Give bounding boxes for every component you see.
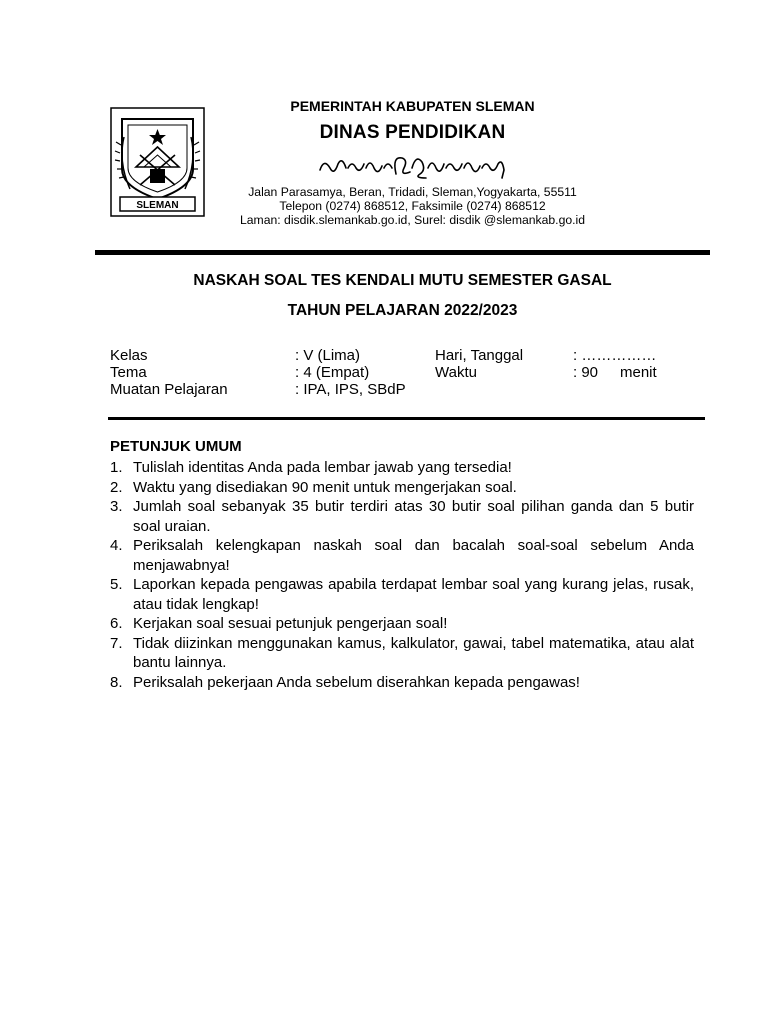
government-name: PEMERINTAH KABUPATEN SLEMAN <box>290 98 535 114</box>
hari-label: Hari, Tanggal <box>435 347 524 364</box>
sleman-crest-logo <box>110 107 205 217</box>
waktu-unit: menit <box>620 364 657 381</box>
instructions-heading: PETUNJUK UMUM <box>110 438 242 455</box>
list-item: 7. Tidak diizinkan menggunakan kamus, kalkulator, gawai, tabel matematika, atau alat bantu lainnya. <box>110 634 694 671</box>
logo-text: SLEMAN <box>136 200 179 211</box>
office-address: Jalan Parasamya, Beran, Tridadi, Sleman,Yogyakarta, 55511 <box>248 185 577 199</box>
header-divider <box>95 250 710 255</box>
tema-value: : 4 (Empat) <box>295 364 370 381</box>
office-name: DINAS PENDIDIKAN <box>319 122 506 143</box>
list-item: 8. Periksalah pekerjaan Anda sebelum diserahkan kepada pengawas! <box>110 673 580 691</box>
tema-label: Tema <box>110 364 147 381</box>
waktu-label: Waktu <box>435 364 477 381</box>
document-subtitle: TAHUN PELAJARAN 2022/2023 <box>287 302 518 319</box>
list-item: 4. Periksalah kelengkapan naskah soal dan bacalah soal-soal sebelum Anda menjawabnya! <box>110 537 694 574</box>
kelas-value: : V (Lima) <box>295 347 361 364</box>
list-item: 5. Laporkan kepada pengawas apabila terdapat lembar soal yang kurang jelas, rusak, atau tidak lengkap! <box>110 576 694 613</box>
muatan-label: Muatan Pelajaran <box>110 381 228 398</box>
list-item: 1. Tulislah identitas Anda pada lembar jawab yang tersedia! <box>110 459 512 476</box>
waktu-value: : 90 <box>573 364 599 381</box>
list-item: 6. Kerjakan soal sesuai petunjuk pengerjaan soal! <box>110 615 448 632</box>
javanese-script-lettering <box>318 150 508 180</box>
info-divider <box>108 417 705 420</box>
muatan-value: : IPA, IPS, SBdP <box>295 381 406 398</box>
document-title: NASKAH SOAL TES KENDALI MUTU SEMESTER GASAL <box>193 272 612 289</box>
office-web: Laman: disdik.slemankab.go.id, Surel: disdik @slemankab.go.id <box>240 213 585 227</box>
list-item: 2. Waktu yang disediakan 90 menit untuk mengerjakan soal. <box>110 478 517 496</box>
list-item: 3. Jumlah soal sebanyak 35 butir terdiri atas 30 butir soal pilihan ganda dan 5 butir soal uraian. <box>110 498 694 535</box>
instructions-list <box>110 458 694 692</box>
kelas-label: Kelas <box>110 347 148 364</box>
office-phone: Telepon (0274) 868512, Faksimile (0274) 868512 <box>279 199 546 213</box>
hari-value: : …………… <box>573 347 657 364</box>
